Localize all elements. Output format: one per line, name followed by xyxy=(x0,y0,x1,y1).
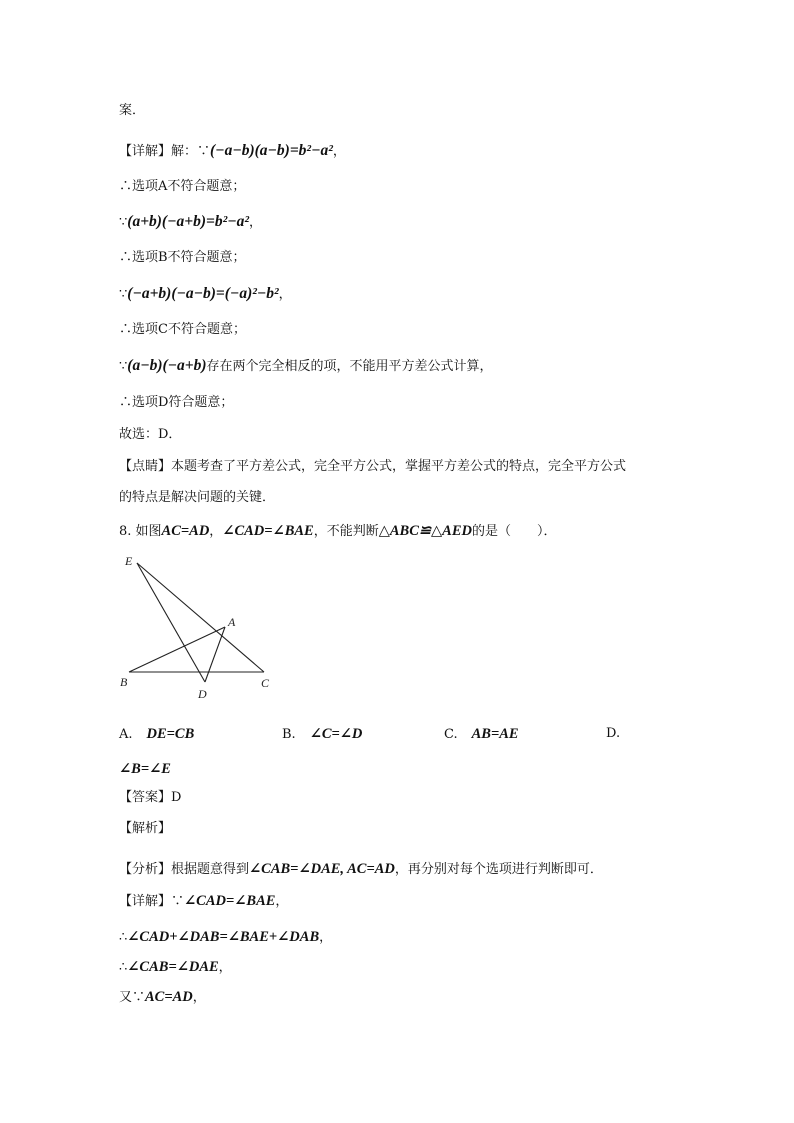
option-d-formula: ∠B=∠E xyxy=(119,761,171,777)
text-line-9: ∴选项D符合题意； xyxy=(119,395,234,410)
analysis-line-1: 【分析】根据题意得到∠CAB=∠DAE, AC=AD，再分别对每个选项进行判断即可． xyxy=(119,861,603,877)
option-b-formula: ∠C=∠D xyxy=(309,726,363,742)
text-line-11: 【点睛】本题考查了平方差公式，完全平方公式，掌握平方差公式的特点，完全平方公式 xyxy=(119,459,627,474)
triangle-figure xyxy=(115,550,285,700)
formula: AC=AD xyxy=(161,523,210,539)
text-line-12: 的特点是解决问题的关键． xyxy=(119,490,276,505)
analysis-line-3: ∴∠CAD+∠DAB=∠BAE+∠DAB， xyxy=(119,929,333,945)
formula: △ABC≌△AED xyxy=(378,523,472,539)
question-8: 8. 如图AC=AD，∠CAD=∠BAE，不能判断△ABC≌△AED的是（ ）． xyxy=(119,523,557,539)
text-line-1: 案． xyxy=(119,103,146,118)
formula: (−a+b)(−a−b)=(−a)²−b² xyxy=(127,285,279,302)
option-c-formula: AB=AE xyxy=(471,726,519,742)
label-E: E xyxy=(125,554,133,568)
label-D: D xyxy=(198,687,207,700)
formula: ∠CAD=∠BAE xyxy=(184,893,276,909)
text-line-6: ∵(−a+b)(−a−b)=(−a)²−b²， xyxy=(119,285,292,302)
segment-ED xyxy=(137,563,205,682)
analysis-line-5: 又∵AC=AD， xyxy=(119,989,206,1005)
formula: (a−b)(−a+b) xyxy=(127,357,207,374)
segment-EC xyxy=(137,563,264,672)
text-line-2: 【详解】解：∵(−a−b)(a−b)=b²−a²， xyxy=(119,142,346,159)
label-B: B xyxy=(120,675,128,689)
analysis-line-2: 【详解】∵∠CAD=∠BAE， xyxy=(119,893,289,909)
analysis-line-4: ∴∠CAB=∠DAE， xyxy=(119,959,232,975)
formula: (a+b)(−a+b)=b²−a² xyxy=(127,213,250,230)
option-d[interactable]: D. xyxy=(606,726,621,741)
label-C: C xyxy=(261,676,270,690)
option-d-formula-line xyxy=(119,758,171,781)
formula: ∠CAD=∠BAE xyxy=(222,523,314,539)
analysis-header: 【解析】 xyxy=(119,821,172,836)
formula: AC=AD xyxy=(145,989,193,1005)
answer: 【答案】D xyxy=(119,790,182,805)
text-line-10: 故选：D． xyxy=(119,427,182,442)
text-line-7: ∴选项C不符合题意； xyxy=(119,322,246,337)
formula: (−a−b)(a−b)=b²−a² xyxy=(210,142,333,159)
option-c[interactable]: C. AB=AE xyxy=(444,726,519,742)
formula: ∠CAB=∠DAE xyxy=(127,959,219,975)
formula: ∠CAD+∠DAB=∠BAE+∠DAB xyxy=(127,929,320,945)
text-line-5: ∴选项B不符合题意； xyxy=(119,250,246,265)
option-b[interactable]: B. ∠C=∠D xyxy=(282,726,363,742)
formula: ∠CAB=∠DAE, AC=AD xyxy=(249,861,395,877)
label-A: A xyxy=(228,615,236,629)
text-line-4: ∵(a+b)(−a+b)=b²−a²， xyxy=(119,213,263,230)
option-a-formula: DE=CB xyxy=(146,726,195,742)
text-line-3: ∴选项A不符合题意； xyxy=(119,179,246,194)
option-a[interactable]: A. DE=CB xyxy=(119,726,195,742)
text-line-8: ∵(a−b)(−a+b)存在两个完全相反的项，不能用平方差公式计算， xyxy=(119,357,493,374)
